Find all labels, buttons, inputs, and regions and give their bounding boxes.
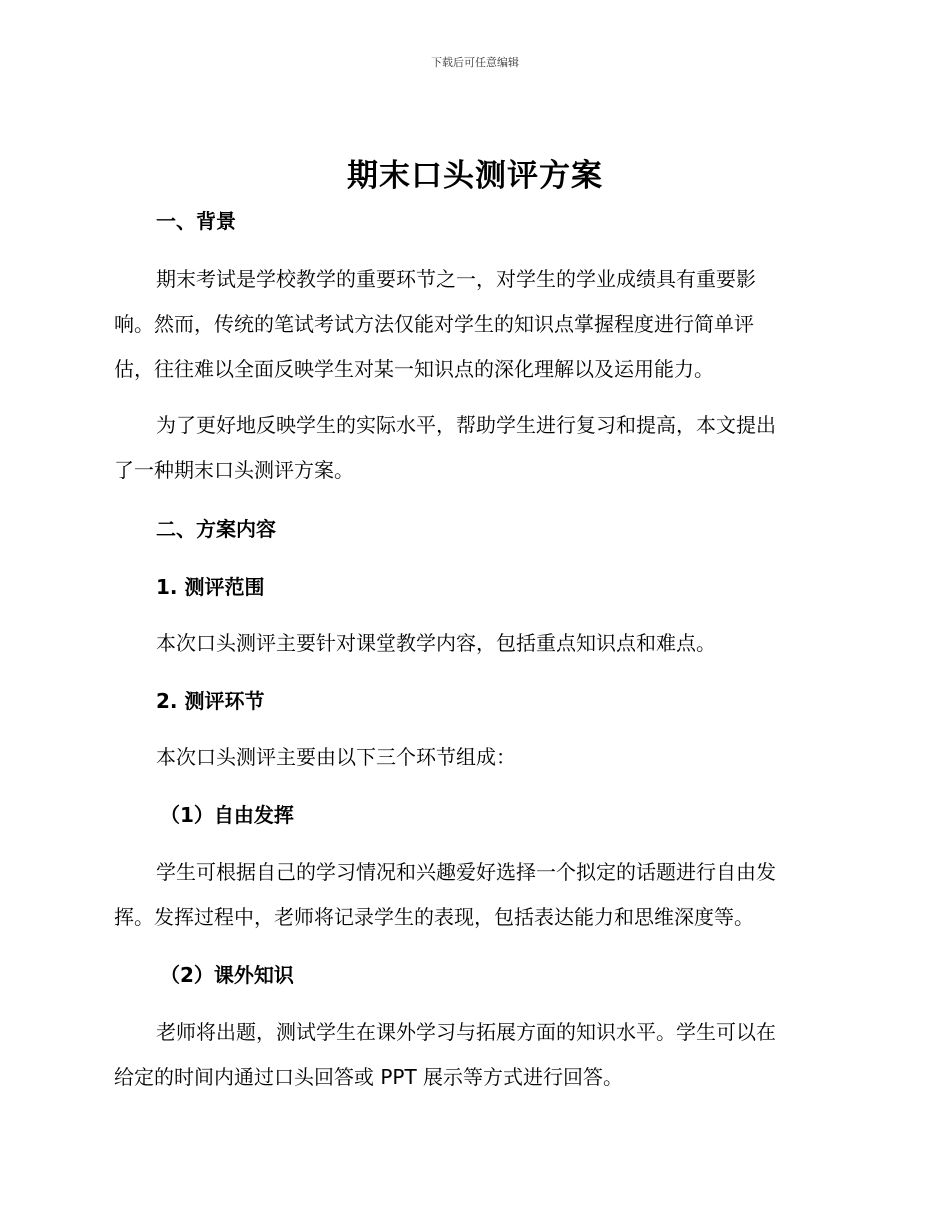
paragraph-line: 期末考试是学校教学的重要环节之一，对学生的学业成绩具有重要影 [156, 267, 756, 291]
paragraph-line: 了一种期末口头测评方案。 [114, 458, 354, 482]
paragraph-line: 给定的时间内通过口头回答或 PPT 展示等方式进行回答。 [114, 1065, 624, 1089]
paragraph-background-1 [114, 264, 836, 384]
subheading-scope: 1. 测评范围 [156, 575, 265, 599]
paragraph-line: 响。然而，传统的笔试考试方法仅能对学生的知识点掌握程度进行简单评 [114, 312, 754, 336]
page-title: 期末口头测评方案 [347, 158, 603, 194]
paragraph-line: 估，往往难以全面反映学生对某一知识点的深化理解以及运用能力。 [114, 357, 714, 381]
subheading-step2: （2）课外知识 [160, 963, 294, 987]
paragraph-scope [114, 628, 836, 658]
section-heading-background: 一、背景 [156, 209, 236, 233]
header-note: 下载后可任意编辑 [431, 56, 519, 69]
section-heading-plan: 二、方案内容 [156, 517, 276, 541]
paragraph-background-2 [114, 410, 836, 485]
paragraph-line: 学生可根据自己的学习情况和兴趣爱好选择一个拟定的话题进行自由发 [156, 860, 776, 884]
paragraph-steps [114, 742, 836, 772]
paragraph-step1 [114, 857, 836, 932]
subheading-steps: 2. 测评环节 [156, 689, 265, 713]
paragraph-line: 挥。发挥过程中，老师将记录学生的表现，包括表达能力和思维深度等。 [114, 905, 754, 929]
paragraph-line: 本次口头测评主要由以下三个环节组成： [156, 745, 516, 769]
paragraph-line: 为了更好地反映学生的实际水平，帮助学生进行复习和提高，本文提出 [156, 413, 776, 437]
paragraph-line: 老师将出题，测试学生在课外学习与拓展方面的知识水平。学生可以在 [156, 1020, 776, 1044]
subheading-step1: （1）自由发挥 [160, 803, 294, 827]
paragraph-step2 [114, 1017, 836, 1092]
paragraph-line: 本次口头测评主要针对课堂教学内容，包括重点知识点和难点。 [156, 631, 716, 655]
